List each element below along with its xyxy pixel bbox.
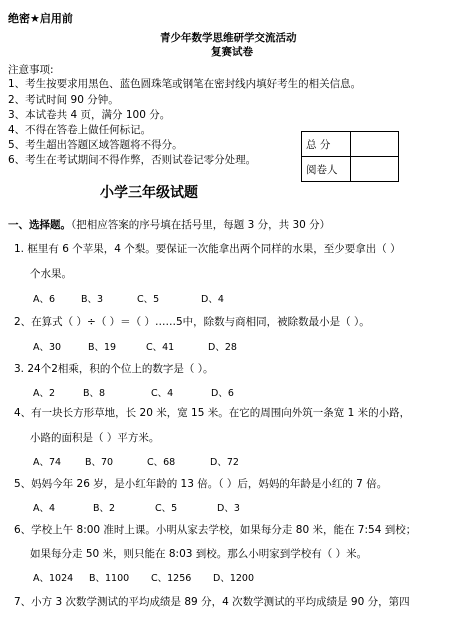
question-3-text: 3. 24个2相乘，积的个位上的数字是（ ）。 [14, 363, 214, 375]
grader-label: 阅卷人 [302, 157, 351, 182]
option-c[interactable]: C、4 [151, 388, 174, 399]
option-a[interactable]: A、4 [33, 503, 56, 514]
section-heading [8, 217, 330, 232]
option-b[interactable]: B、70 [85, 457, 114, 468]
option-a[interactable]: A、74 [33, 457, 62, 468]
question-3-options [33, 385, 234, 399]
notes-heading: 注意事项: [8, 64, 54, 76]
question-1-options [33, 291, 224, 305]
option-b[interactable]: B、19 [88, 342, 117, 353]
option-d[interactable]: D、72 [210, 457, 239, 468]
option-d[interactable]: D、28 [208, 342, 237, 353]
question-4-text-cont: 小路的面积是（ ）平方米。 [30, 432, 160, 444]
total-score-cell[interactable] [351, 132, 399, 157]
question-5-text: 5、妈妈今年 26 岁，是小红年龄的 13 倍。（ ）后，妈妈的年龄是小红的 7 倍。 [14, 478, 388, 490]
option-d[interactable]: D、1200 [213, 573, 254, 584]
exam-subtitle: 复赛试卷 [211, 46, 253, 58]
grade-title: 小学三年级试题 [100, 185, 198, 201]
total-score-label: 总 分 [302, 132, 351, 157]
option-d[interactable]: D、3 [217, 503, 240, 514]
question-6-text: 6、学校上午 8:00 准时上课。小明从家去学校，如果每分走 80 米，能在 7:54 到校； [14, 524, 417, 536]
question-1-text-cont: 个水果。 [30, 268, 72, 280]
question-6-text-cont: 如果每分走 50 米，则只能在 8:03 到校。那么小明家到学校有（ ）米。 [30, 548, 368, 560]
option-c[interactable]: C、41 [146, 342, 175, 353]
note-item: 6、考生在考试期间不得作弊，否则试卷记零分处理。 [8, 154, 257, 166]
question-1-text: 1. 框里有 6 个苹果，4 个梨。要保证一次能拿出两个同样的水果，至少要拿出（ ） [14, 243, 401, 255]
score-table [301, 131, 399, 182]
note-item: 3、本试卷共 4 页，满分 100 分。 [8, 109, 171, 121]
section-label: 一、选择题。 [8, 219, 71, 231]
confidential-mark: 绝密★启用前 [8, 12, 73, 25]
question-6-options [33, 570, 254, 584]
option-c[interactable]: C、5 [155, 503, 178, 514]
option-c[interactable]: C、1256 [151, 573, 192, 584]
option-b[interactable]: B、3 [81, 294, 104, 305]
option-a[interactable]: A、1024 [33, 573, 74, 584]
note-item: 2、考试时间 90 分钟。 [8, 94, 119, 106]
section-instruction: （把相应答案的序号填在括号里，每题 3 分，共 30 分） [71, 219, 331, 231]
note-item: 5、考生超出答题区域答题将不得分。 [8, 139, 183, 151]
option-d[interactable]: D、6 [211, 388, 234, 399]
question-5-options [33, 500, 240, 514]
grader-cell[interactable] [351, 157, 399, 182]
option-a[interactable]: A、6 [33, 294, 56, 305]
option-c[interactable]: C、68 [147, 457, 176, 468]
question-4-options [33, 454, 239, 468]
option-c[interactable]: C、5 [137, 294, 160, 305]
option-a[interactable]: A、2 [33, 388, 56, 399]
option-a[interactable]: A、30 [33, 342, 62, 353]
note-item: 4、不得在答卷上做任何标记。 [8, 124, 152, 136]
question-4-text: 4、有一块长方形草地，长 20 米，宽 15 米。在它的周围向外筑一条宽 1 米的小路， [14, 407, 411, 419]
option-b[interactable]: B、2 [93, 503, 116, 514]
note-item: 1、考生按要求用黑色、蓝色圆珠笔或钢笔在密封线内填好考生的相关信息。 [8, 78, 362, 90]
question-2-options [33, 339, 237, 353]
option-b[interactable]: B、8 [83, 388, 106, 399]
option-d[interactable]: D、4 [201, 294, 224, 305]
exam-title: 青少年数学思维研学交流活动 [160, 32, 297, 44]
question-7-text: 7、小方 3 次数学测试的平均成绩是 89 分，4 次数学测试的平均成绩是 90 分，第四 [14, 596, 410, 608]
option-b[interactable]: B、1100 [89, 573, 130, 584]
question-2-text: 2、在算式（ ）÷（ ）＝（ ）……5中，除数与商相同，被除数最小是（ ）。 [14, 316, 370, 328]
